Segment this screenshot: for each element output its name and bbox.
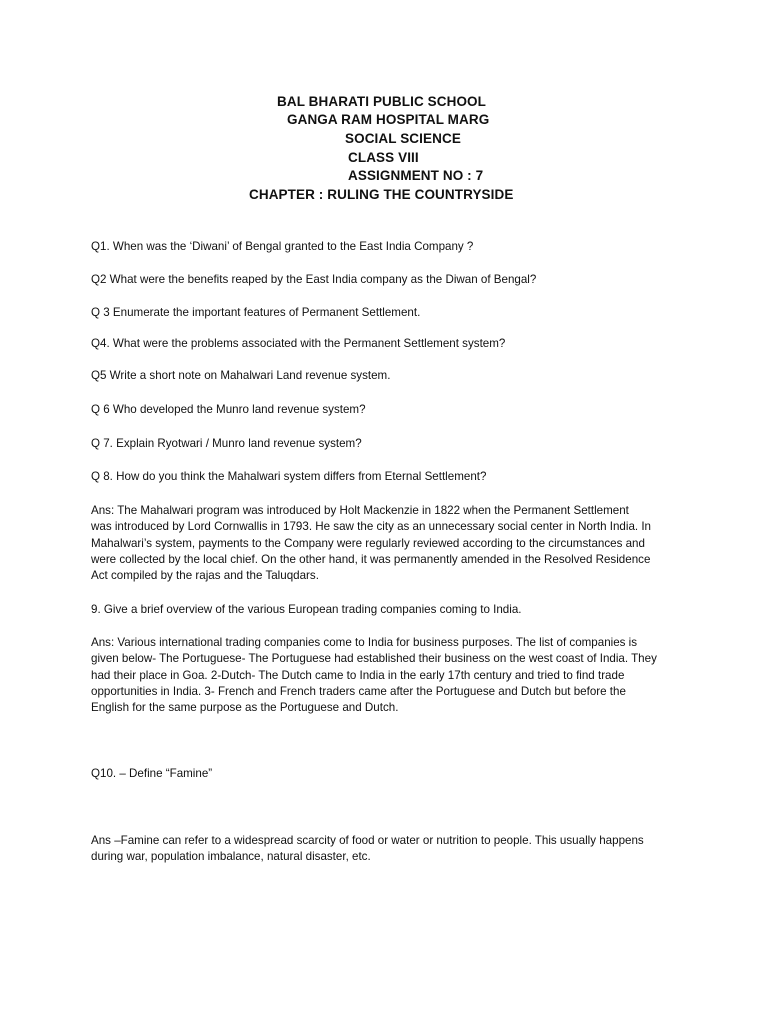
question-4: Q4. What were the problems associated with the Permanent Settlement system?	[91, 337, 506, 350]
answer-line: were collected by the local chief. On the other hand, it was permanently amended in the Resolved Residence	[91, 552, 651, 566]
answer-line: was introduced by Lord Cornwallis in 1793. He saw the city as an unnecessary social center in North India. In	[91, 520, 652, 534]
question-7: Q 7. Explain Ryotwari / Munro land revenue system?	[91, 437, 362, 450]
answer-line: English for the same purpose as the Portuguese and Dutch.	[91, 701, 399, 715]
answer-line: given below- The Portuguese- The Portuguese had established their business on the west coast of India. They	[91, 652, 657, 666]
answer-line: Act compiled by the rajas and the Taluqdars.	[91, 569, 319, 583]
answer-line: Ans: Various international trading companies come to India for business purposes. The list of companies is	[91, 636, 638, 649]
answer-line: Mahalwari’s system, payments to the Company were regularly reviewed according to the circumstances and	[91, 536, 645, 550]
question-10: Q10. – Define “Famine”	[91, 767, 213, 780]
chapter-title: CHAPTER : RULING THE COUNTRYSIDE	[249, 187, 514, 202]
subject-title: SOCIAL SCIENCE	[345, 131, 461, 146]
answer-10	[91, 833, 681, 866]
answer-8	[91, 503, 681, 584]
question-8: Q 8. How do you think the Mahalwari system differs from Eternal Settlement?	[91, 470, 487, 483]
question-2: Q2 What were the benefits reaped by the East India company as the Diwan of Bengal?	[91, 273, 537, 286]
question-3: Q 3 Enumerate the important features of Permanent Settlement.	[91, 306, 421, 319]
question-5: Q5 Write a short note on Mahalwari Land revenue system.	[91, 369, 391, 382]
answer-line: Ans –Famine can refer to a widespread scarcity of food or water or nutrition to people. This usually happens	[91, 834, 644, 847]
school-name: BAL BHARATI PUBLIC SCHOOL	[277, 94, 486, 109]
answer-line: Ans: The Mahalwari program was introduced by Holt Mackenzie in 1822 when the Permanent Settlement	[91, 504, 629, 517]
question-6: Q 6 Who developed the Munro land revenue system?	[91, 403, 366, 416]
answer-line: during war, population imbalance, natural disaster, etc.	[91, 850, 371, 864]
answer-line: opportunities in India. 3- French and French traders came after the Portuguese and Dutch but before the	[91, 684, 626, 698]
class-title: CLASS VIII	[348, 150, 419, 165]
question-9: 9. Give a brief overview of the various European trading companies coming to India.	[91, 603, 522, 616]
answer-line: had their place in Goa. 2-Dutch- The Dutch came to India in the early 17th century and tried to find trade	[91, 668, 625, 682]
question-1: Q1. When was the ‘Diwani’ of Bengal granted to the East India Company ?	[91, 240, 474, 253]
assignment-title: ASSIGNMENT NO : 7	[348, 168, 484, 183]
answer-9	[91, 635, 681, 716]
school-address: GANGA RAM HOSPITAL MARG	[287, 112, 490, 127]
